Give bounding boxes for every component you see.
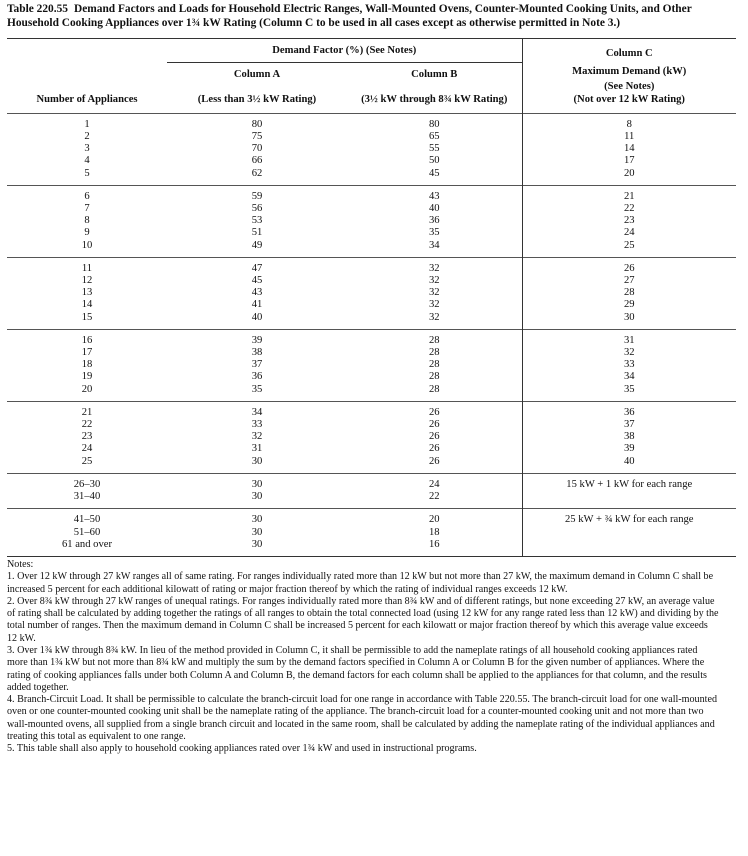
table-row [7, 329, 736, 347]
table-row [7, 227, 736, 239]
cell-column-a: 39 [167, 329, 347, 347]
cell-number-of-appliances: 5 [84, 167, 90, 179]
cell-column-b: 55 [428, 143, 440, 155]
table-row [7, 215, 736, 227]
cell-number-of-appliances: 19 [81, 371, 93, 383]
cell-column-b: 32 [347, 257, 522, 275]
cell-number-of-appliances: 16 [7, 329, 167, 347]
cell-number-of-appliances: 13 [81, 287, 93, 299]
cell-column-c: 25 kW + ¾ kW for each range [522, 509, 736, 527]
table-row [7, 371, 736, 383]
note-item-3: 3. Over 1¾ kW through 8¾ kW. In lieu of the method provided in Column C, it shall be permissible to add the nameplate ratings of all household cooking appliances rated more than 1¾ kW but not more than 8¾ kW and multiply the sum by the demand factors specified in Column A or Column B for the given number of appliances. Where the rating of cooking appliances falls under both Column A and Column B, the demand factors for each column shall be applied to the appliances for that column, and the results added together. [7, 644, 707, 693]
table-number: Table 220.55 [7, 3, 68, 15]
cell-column-a: 36 [251, 371, 263, 383]
cell-column-a: 43 [251, 287, 263, 299]
cell-column-c: 26 [522, 257, 736, 275]
cell-column-b: 26 [428, 443, 440, 455]
note-item-2: 2. Over 8¾ kW through 27 kW ranges of unequal ratings. For ranges individually rated more than 8¾ kW and of different ratings, but none exceeding 27 kW, an average value of rating shall be calculated by adding together the ratings of all ranges to obtain the total connected load (using 12 kW for any range rated less than 12 kW) and dividing by the total number of ranges. Then the maximum demand in Column C shall be increased 5 percent for each kilowatt or major fraction thereof by which this average value exceeds 12 kW. [7, 595, 719, 644]
cell-number-of-appliances: 17 [81, 347, 93, 359]
table-row [7, 299, 736, 311]
cell-column-a: 38 [251, 347, 263, 359]
header-col-a-name: Column A [233, 69, 281, 81]
cell-column-a: 34 [167, 401, 347, 419]
cell-number-of-appliances: 23 [81, 431, 93, 443]
header-demand-factor: Demand Factor (%) (See Notes) [167, 39, 522, 63]
cell-column-a: 30 [251, 491, 263, 503]
cell-column-b: 43 [347, 185, 522, 203]
cell-column-c: 22 [522, 203, 736, 215]
cell-number-of-appliances: 21 [7, 401, 167, 419]
cell-number-of-appliances: 25 [81, 455, 93, 467]
cell-column-a: 59 [167, 185, 347, 203]
header-col-c-line2: Maximum Demand (kW) [522, 63, 736, 82]
cell-number-of-appliances: 3 [84, 143, 90, 155]
cell-column-c: 34 [522, 371, 736, 383]
cell-column-c: 17 [522, 155, 736, 167]
cell-column-a: 30 [167, 509, 347, 527]
cell-column-b: 22 [428, 491, 440, 503]
cell-column-c: 15 kW + 1 kW for each range [522, 473, 736, 491]
header-col-b-desc: (3½ kW through 8¾ kW Rating) [361, 93, 508, 105]
cell-column-c [522, 527, 736, 539]
cell-column-c [522, 491, 736, 509]
cell-column-b: 28 [347, 329, 522, 347]
cell-number-of-appliances: 20 [81, 383, 93, 395]
table-row [7, 312, 736, 330]
cell-column-a: 31 [251, 443, 263, 455]
note-item-1: 1. Over 12 kW through 27 kW ranges all of same rating. For ranges individually rated more than 12 kW but not more than 27 kW, the maximum demand in Column C shall be increased 5 percent for each additional kilowatt of rating or major fraction thereof by which the rating of individual ranges exceeds 12 kW. [7, 571, 714, 595]
cell-number-of-appliances: 26–30 [7, 473, 167, 491]
cell-column-a: 70 [251, 143, 263, 155]
cell-column-b: 45 [428, 167, 440, 179]
cell-column-b: 28 [428, 347, 440, 359]
cell-column-b: 80 [347, 113, 522, 131]
cell-column-a: 33 [251, 419, 263, 431]
cell-column-b: 28 [428, 371, 440, 383]
cell-column-c: 21 [522, 185, 736, 203]
cell-column-c: 39 [522, 443, 736, 455]
cell-column-b: 34 [428, 239, 440, 251]
table-row [7, 359, 736, 371]
table-title [7, 2, 741, 30]
cell-column-b: 26 [428, 455, 440, 467]
table-body [7, 113, 736, 556]
cell-column-c: 29 [522, 299, 736, 311]
cell-column-a: 30 [251, 455, 263, 467]
table-row [7, 240, 736, 258]
cell-column-a: 30 [251, 526, 263, 538]
cell-number-of-appliances: 14 [81, 299, 93, 311]
cell-column-a: 53 [251, 215, 263, 227]
cell-number-of-appliances: 18 [81, 359, 93, 371]
cell-column-b: 28 [428, 359, 440, 371]
table-row [7, 113, 736, 131]
cell-column-c: 36 [522, 401, 736, 419]
table-row [7, 491, 736, 509]
cell-column-a: 41 [251, 299, 263, 311]
demand-factor-table [7, 38, 736, 556]
table-bottom-rule [7, 556, 736, 557]
cell-column-b: 65 [428, 131, 440, 143]
table-row [7, 456, 736, 474]
cell-number-of-appliances: 15 [81, 311, 93, 323]
cell-column-c: 40 [522, 456, 736, 474]
cell-number-of-appliances: 12 [81, 275, 93, 287]
cell-column-b: 32 [428, 287, 440, 299]
cell-number-of-appliances: 11 [7, 257, 167, 275]
table-row [7, 509, 736, 527]
notes-section [7, 559, 719, 756]
cell-column-b: 35 [428, 227, 440, 239]
cell-column-b: 40 [428, 203, 440, 215]
cell-column-b: 26 [428, 431, 440, 443]
cell-column-b: 20 [347, 509, 522, 527]
cell-number-of-appliances: 1 [7, 113, 167, 131]
cell-column-c: 30 [522, 312, 736, 330]
cell-column-c: 28 [522, 287, 736, 299]
cell-number-of-appliances: 4 [84, 155, 90, 167]
table-row [7, 257, 736, 275]
cell-column-c: 24 [522, 227, 736, 239]
cell-column-b: 32 [428, 275, 440, 287]
cell-column-c: 14 [522, 143, 736, 155]
cell-column-a: 30 [251, 538, 263, 550]
cell-column-a: 80 [167, 113, 347, 131]
header-num-appliances: Number of Appliances [36, 93, 138, 105]
table-row [7, 131, 736, 143]
table-row [7, 539, 736, 556]
cell-column-c: 27 [522, 275, 736, 287]
note-item-4: 4. Branch-Circuit Load. It shall be permissible to calculate the branch-circuit load for one range in accordance with Table 220.55. The branch-circuit load for one wall-mounted oven or one counter-mounted cooking unit shall be the nameplate rating of the appliance. The branch-circuit load for a counter-mounted cooking unit and not more than two wall-mounted ovens, all supplied from a single branch circuit and located in the same room, shall be calculated by adding the nameplate rating of the individual appliances and treating this total as equivalent to one range. [7, 694, 717, 743]
cell-number-of-appliances: 22 [81, 419, 93, 431]
header-spacer [7, 39, 167, 63]
cell-column-b: 50 [428, 155, 440, 167]
cell-number-of-appliances: 9 [84, 227, 90, 239]
cell-column-c: 25 [522, 240, 736, 258]
table-row [7, 287, 736, 299]
header-col-c-name: Column C [522, 39, 736, 63]
cell-number-of-appliances: 41–50 [7, 509, 167, 527]
cell-column-a: 47 [167, 257, 347, 275]
cell-column-c: 32 [522, 347, 736, 359]
cell-column-c: 35 [522, 384, 736, 402]
cell-number-of-appliances: 6 [7, 185, 167, 203]
cell-number-of-appliances: 51–60 [73, 526, 101, 538]
header-col-c-line4: (Not over 12 kW Rating) [522, 94, 736, 114]
table-row [7, 203, 736, 215]
table-row [7, 419, 736, 431]
cell-column-a: 62 [251, 167, 263, 179]
cell-number-of-appliances: 8 [84, 215, 90, 227]
table-row [7, 384, 736, 402]
header-col-a-desc: (Less than 3½ kW Rating) [197, 93, 317, 105]
cell-column-a: 51 [251, 227, 263, 239]
cell-column-b: 28 [428, 383, 440, 395]
cell-column-b: 18 [428, 526, 440, 538]
cell-column-a: 45 [251, 275, 263, 287]
table-row [7, 443, 736, 455]
cell-column-a: 75 [251, 131, 263, 143]
cell-column-c: 33 [522, 359, 736, 371]
cell-column-c: 11 [522, 131, 736, 143]
cell-column-b: 32 [428, 311, 440, 323]
cell-column-c [522, 539, 736, 556]
header-col-c-line3: (See Notes) [522, 81, 736, 93]
header-col-b-name: Column B [411, 69, 458, 81]
document-page [7, 0, 741, 756]
table-row [7, 155, 736, 167]
table-row [7, 143, 736, 155]
table-title-text: Demand Factors and Loads for Household Electric Ranges, Wall-Mounted Ovens, Counter-Mounted Cooking Units, and Other Household Cooking Appliances over 1¾ kW Rating (Column C to be used in all cases except as otherwise permitted in Note 3.) [7, 3, 692, 29]
table-row [7, 275, 736, 287]
table-row [7, 168, 736, 186]
cell-column-a: 40 [251, 311, 263, 323]
table-row [7, 473, 736, 491]
table-row [7, 431, 736, 443]
cell-column-c: 23 [522, 215, 736, 227]
cell-column-a: 37 [251, 359, 263, 371]
cell-number-of-appliances: 7 [84, 203, 90, 215]
cell-column-a: 56 [251, 203, 263, 215]
cell-number-of-appliances: 10 [81, 239, 93, 251]
table-row [7, 347, 736, 359]
table-row [7, 527, 736, 539]
notes-heading: Notes: [7, 558, 34, 570]
cell-number-of-appliances: 31–40 [73, 491, 101, 503]
cell-column-b: 24 [347, 473, 522, 491]
table-row [7, 401, 736, 419]
cell-column-a: 32 [251, 431, 263, 443]
cell-number-of-appliances: 61 and over [61, 538, 112, 550]
cell-column-a: 66 [251, 155, 263, 167]
cell-column-c: 37 [522, 419, 736, 431]
cell-column-a: 30 [167, 473, 347, 491]
cell-column-c: 8 [522, 113, 736, 131]
cell-column-a: 49 [251, 239, 263, 251]
cell-column-b: 26 [347, 401, 522, 419]
cell-column-b: 26 [428, 419, 440, 431]
table-row [7, 185, 736, 203]
cell-column-b: 16 [428, 538, 440, 550]
cell-number-of-appliances: 2 [84, 131, 90, 143]
cell-column-c: 20 [522, 168, 736, 186]
cell-column-b: 36 [428, 215, 440, 227]
cell-column-c: 38 [522, 431, 736, 443]
cell-column-b: 32 [428, 299, 440, 311]
cell-column-c: 31 [522, 329, 736, 347]
cell-number-of-appliances: 24 [81, 443, 93, 455]
note-item-5: 5. This table shall also apply to household cooking appliances rated over 1¾ kW and used in instructional programs. [7, 743, 477, 755]
cell-column-a: 35 [251, 383, 263, 395]
